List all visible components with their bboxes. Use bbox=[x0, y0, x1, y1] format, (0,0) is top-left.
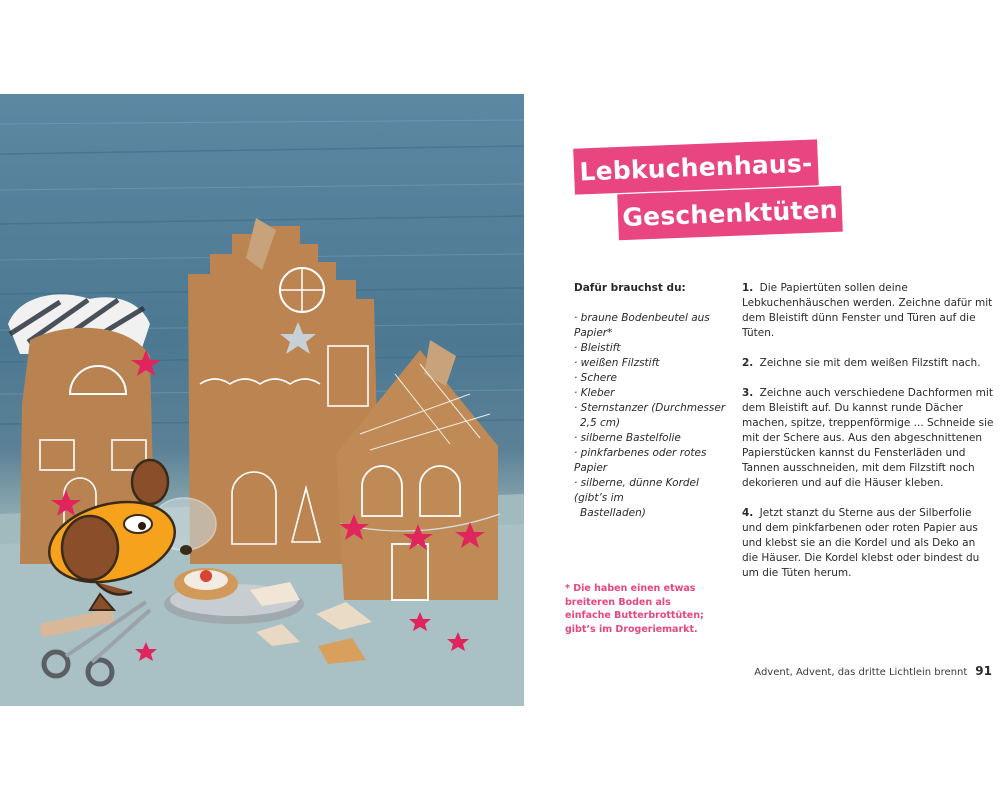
list-item: · pinkfarbenes oder rotes Papier bbox=[574, 447, 707, 474]
list-item: · Sternstanzer (Durchmesser bbox=[574, 402, 726, 414]
instruction-steps bbox=[742, 281, 994, 596]
list-item: · Schere bbox=[574, 372, 618, 384]
page-footer bbox=[754, 664, 992, 678]
step-2 bbox=[742, 356, 994, 371]
gingerbread-bags-illustration bbox=[0, 94, 524, 706]
list-item: · silberne Bastelfolie bbox=[574, 432, 681, 444]
title-line-1: Lebkuchenhaus- bbox=[573, 139, 819, 194]
materials-heading: Dafür brauchst du: bbox=[574, 282, 686, 294]
step-text: Jetzt stanzt du Sterne aus der Silberfolie und dem pinkfarbenen oder roten Papier aus und klebst sie an die Kordel und als Deko an die Häuser. Die Kordel klebst oder bindest du um die Tüten herum. bbox=[742, 507, 980, 579]
list-item: · silberne, dünne Kordel (gibt’s im bbox=[574, 477, 699, 504]
step-number: 2. bbox=[742, 357, 754, 369]
step-1 bbox=[742, 281, 994, 341]
page-number: 91 bbox=[975, 664, 992, 678]
title-line-2: Geschenktüten bbox=[617, 186, 843, 241]
list-item: 2,5 cm) bbox=[580, 417, 621, 429]
list-item: · Kleber bbox=[574, 387, 615, 399]
craft-photo bbox=[0, 94, 524, 706]
step-number: 3. bbox=[742, 387, 754, 399]
materials-list bbox=[574, 281, 734, 521]
list-item: · braune Bodenbeutel aus Papier* bbox=[574, 312, 710, 339]
footnote: * Die haben einen etwas breiteren Boden als einfache Butterbrottüten; gibt’s im Drogeriemarkt. bbox=[565, 583, 704, 635]
step-number: 4. bbox=[742, 507, 754, 519]
chapter-title: Advent, Advent, das dritte Lichtlein brennt bbox=[754, 667, 968, 678]
list-item: Bastelladen) bbox=[580, 507, 646, 519]
step-4 bbox=[742, 506, 994, 581]
list-item: · weißen Filzstift bbox=[574, 357, 660, 369]
step-text: Zeichne sie mit dem weißen Filzstift nach. bbox=[759, 357, 981, 369]
step-number: 1. bbox=[742, 282, 754, 294]
list-item: · Bleistift bbox=[574, 342, 621, 354]
step-text: Die Papiertüten sollen deine Lebkuchenhäuschen werden. Zeichne dafür mit dem Bleistift dünn Fenster und Türen auf die Tüten. bbox=[742, 282, 993, 339]
step-text: Zeichne auch verschiedene Dachformen mit dem Bleistift auf. Du kannst runde Dächer machen, spitze, treppenförmige ... Schneide sie mit der Schere aus. Aus den abgeschnittenen Papierstücken kannst du Fensterläden und Tannen ausschneiden, mit dem Filzstift noch dekorieren und auf die Häuser kleben. bbox=[742, 387, 994, 489]
step-3 bbox=[742, 386, 994, 491]
